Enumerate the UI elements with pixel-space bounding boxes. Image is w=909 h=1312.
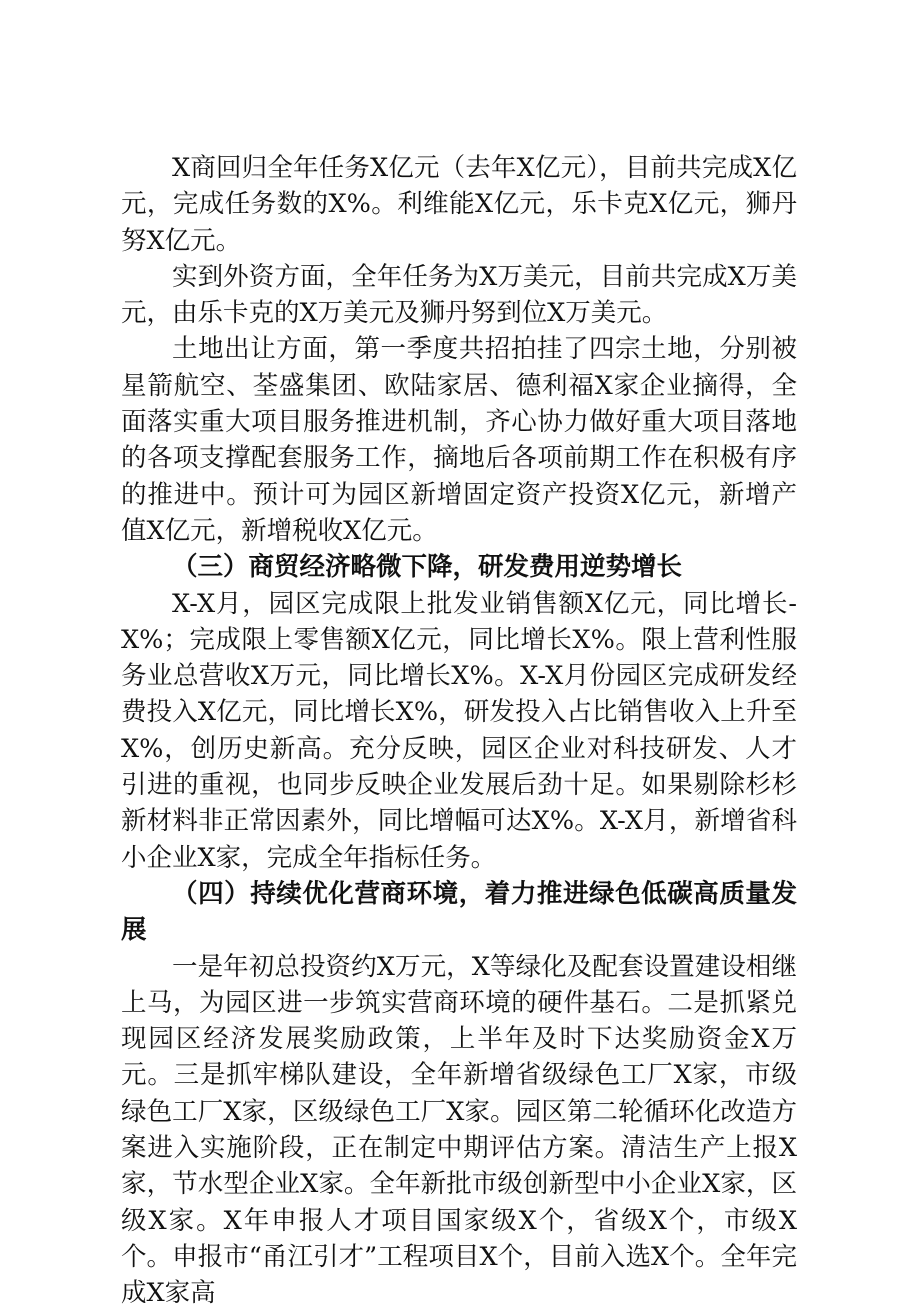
- paragraph-land-transfer: 土地出让方面，第一季度共招拍挂了四宗土地，分别被星箭航空、荃盛集团、欧陆家居、德利福X家企业摘得，全面落实重大项目服务推进机制，齐心协力做好重大项目落地的各项支撑配套服务工作，摘地后各项前期工作在积极有序的推进中。预计可为园区新增固定资产投资X亿元，新增产值X亿元，新增税收X亿元。: [121, 334, 797, 546]
- section-heading-business-environment: （四）持续优化营商环境，着力推进绿色低碳高质量发展: [121, 878, 797, 946]
- paragraph-return-investment: X商回归全年任务X亿元（去年X亿元），目前共完成X亿元，完成任务数的X%。利维能X亿元，乐卡克X亿元，狮丹努X亿元。: [121, 153, 797, 256]
- paragraph-trade-rd: X-X月，园区完成限上批发业销售额X亿元，同比增长-X%；完成限上零售额X亿元，同比增长X%。限上营利性服务业总营收X万元，同比增长X%。X-X月份园区完成研发经费投入X亿元，同比增长X%，研发投入占比销售收入上升至X%，创历史新高。充分反映，园区企业对科技研发、人才引进的重视，也同步反映企业发展后劲十足。如果剔除杉杉新材料非正常因素外，同比增幅可达X%。X-X月，新增省科小企业X家，完成全年指标任务。: [121, 588, 797, 873]
- paragraph-business-environment: 一是年初总投资约X万元，X等绿化及配套设置建设相继上马，为园区进一步筑实营商环境的硬件基石。二是抓紧兑现园区经济发展奖励政策，上半年及时下达奖励资金X万元。三是抓牢梯队建设，全年新增省级绿色工厂X家，市级绿色工厂X家，区级绿色工厂X家。园区第二轮循环化改造方案进入实施阶段，正在制定中期评估方案。清洁生产上报X家，节水型企业X家。全年新批市级创新型中小企业X家，区级X家。X年申报人才项目国家级X个，省级X个，市级X个。申报市“甬江引才”工程项目X个，目前入选X个。全年完成X家高: [121, 951, 797, 1309]
- section-heading-trade-rd: （三）商贸经济略微下降，研发费用逆势增长: [172, 552, 683, 583]
- document-body: [121, 150, 797, 1312]
- paragraph-foreign-investment: 实到外资方面，全年任务为X万美元，目前共完成X万美元，由乐卡克的X万美元及狮丹努到位X万美元。: [121, 261, 797, 329]
